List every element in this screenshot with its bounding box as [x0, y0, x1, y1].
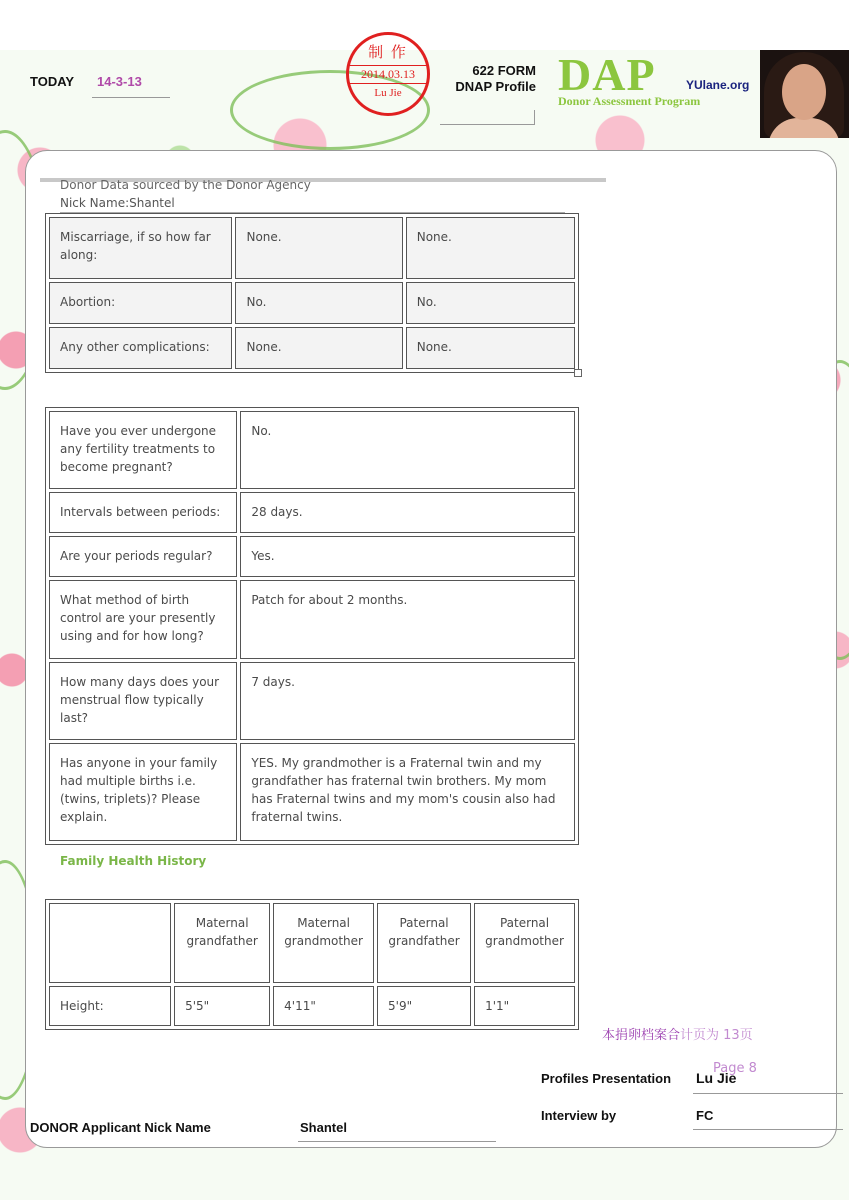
answer-cell: No.	[406, 282, 575, 324]
logo-tagline: Donor Assessment Program	[558, 94, 701, 108]
row-label-cell: Height:	[49, 986, 171, 1026]
form-title: DNAP Profile	[455, 79, 536, 94]
header-cell: Paternal grandmother	[474, 903, 575, 983]
question-cell: Intervals between periods:	[49, 492, 237, 533]
question-cell: Are your periods regular?	[49, 536, 237, 577]
table-row	[49, 327, 575, 369]
family-history-title: Family Health History	[60, 854, 207, 868]
header-cell: Maternal grandfather	[174, 903, 270, 983]
answer-cell: 28 days.	[240, 492, 575, 533]
header-cell: Paternal grandfather	[377, 903, 471, 983]
table-row	[49, 903, 575, 983]
table-row	[49, 411, 575, 489]
question-cell: How many days does your menstrual flow typically last?	[49, 662, 237, 740]
question-cell: Has anyone in your family had multiple births i.e. (twins, triplets)? Please explain.	[49, 743, 237, 841]
today-underline	[92, 97, 170, 98]
answer-cell: No.	[240, 411, 575, 489]
today-label: TODAY	[30, 74, 75, 89]
form-number: 622 FORM	[472, 63, 536, 78]
value-cell: 1'1"	[474, 986, 575, 1026]
applicant-value: Shantel	[300, 1120, 347, 1135]
family-history-table	[45, 899, 579, 1030]
today-value: 14-3-13	[97, 74, 142, 89]
logo-site: YUlane.org	[686, 78, 750, 92]
health-table	[45, 407, 579, 845]
interview-value: FC	[696, 1108, 714, 1123]
table-row	[49, 986, 575, 1026]
table-row	[49, 580, 575, 659]
profiles-label: Profiles Presentation	[541, 1071, 672, 1086]
header-cell	[49, 903, 171, 983]
stamp-name: Lu Jie	[374, 87, 402, 99]
applicant-underline	[298, 1141, 496, 1142]
answer-cell: None.	[235, 217, 402, 279]
table-row	[49, 282, 575, 324]
table-row	[49, 217, 575, 279]
question-cell: Abortion:	[49, 282, 232, 324]
answer-cell: None.	[235, 327, 402, 369]
question-cell: Have you ever undergone any fertility treatments to become pregnant?	[49, 411, 237, 489]
stamp-date: 2014.03.13	[349, 65, 427, 84]
page-count-part1: 本捐卵档案合	[602, 1028, 681, 1043]
interview-underline	[693, 1129, 843, 1130]
interview-label: Interview by	[541, 1108, 617, 1123]
question-cell: What method of birth control are your presently using and for how long?	[49, 580, 237, 659]
answer-cell: None.	[406, 327, 575, 369]
page-count-part2: 计页为 13页	[680, 1028, 753, 1043]
answer-cell: Yes.	[240, 536, 575, 577]
nick-name-line: Nick Name:Shantel	[60, 196, 175, 210]
table-row	[49, 492, 575, 533]
table-row	[49, 536, 575, 577]
answer-cell: None.	[406, 217, 575, 279]
table-row	[49, 662, 575, 740]
value-cell: 4'11"	[273, 986, 374, 1026]
applicant-label: DONOR Applicant Nick Name	[30, 1120, 211, 1135]
answer-cell: No.	[235, 282, 402, 324]
page-count	[602, 1024, 753, 1043]
pregnancy-table	[45, 213, 579, 373]
value-cell: 5'9"	[377, 986, 471, 1026]
form-underline	[440, 110, 535, 125]
profiles-value: Lu Jie	[696, 1070, 737, 1086]
page-number: Page 8	[713, 1061, 757, 1076]
answer-cell: 7 days.	[240, 662, 575, 740]
stamp-title: 制 作	[368, 45, 408, 61]
answer-cell: YES. My grandmother is a Fraternal twin and my grandfather has fraternal twin brothers. My mom has Fraternal twins and my mom's cousin also had fraternal twins.	[240, 743, 575, 841]
source-line: Donor Data sourced by the Donor Agency	[60, 180, 311, 192]
production-stamp	[346, 32, 430, 116]
table-resize-handle	[574, 369, 582, 377]
answer-cell: Patch for about 2 months.	[240, 580, 575, 659]
header-cell: Maternal grandmother	[273, 903, 374, 983]
value-cell: 5'5"	[174, 986, 270, 1026]
table-row	[49, 743, 575, 841]
question-cell: Any other complications:	[49, 327, 232, 369]
dap-logo	[558, 49, 758, 109]
donor-photo	[760, 50, 849, 138]
logo-main: DAP	[558, 49, 656, 100]
profiles-underline	[693, 1093, 843, 1094]
form-code	[440, 63, 536, 95]
question-cell: Miscarriage, if so how far along:	[49, 217, 232, 279]
